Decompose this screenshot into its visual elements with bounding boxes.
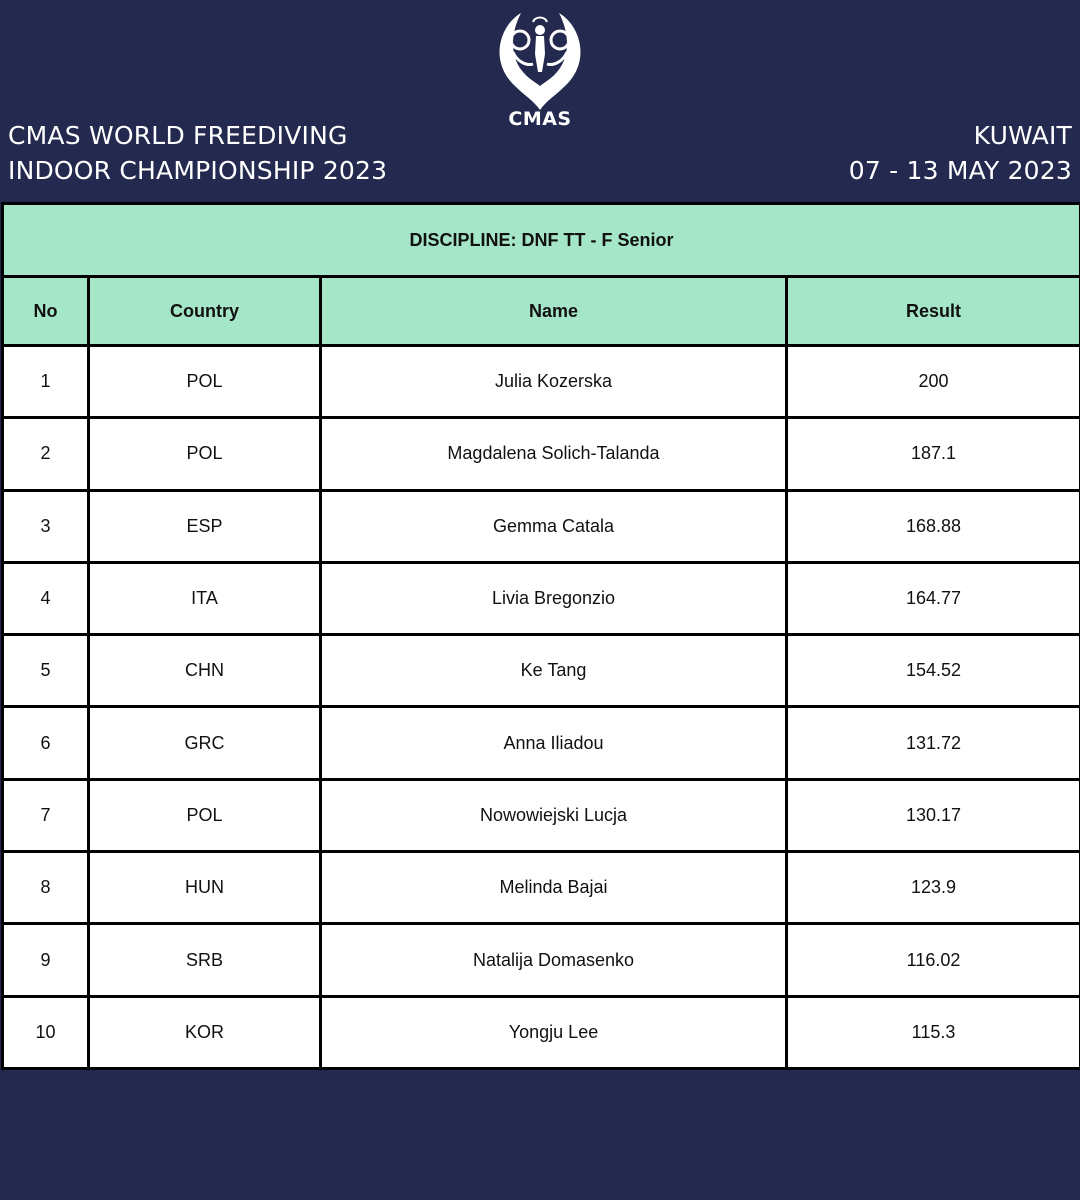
column-header-name: Name (321, 277, 787, 346)
cell-no: 3 (3, 490, 89, 562)
cell-result: 116.02 (787, 924, 1080, 996)
cell-name: Yongju Lee (321, 996, 787, 1068)
cell-name: Natalija Domasenko (321, 924, 787, 996)
column-header-no: No (3, 277, 89, 346)
cmas-logo-text: CMAS (508, 108, 572, 130)
cell-country: KOR (89, 996, 321, 1068)
column-header-row (3, 277, 1080, 346)
cell-name: Melinda Bajai (321, 852, 787, 924)
table-row (3, 996, 1080, 1068)
cell-no: 5 (3, 635, 89, 707)
table-row (3, 924, 1080, 996)
event-dates: 07 - 13 MAY 2023 (848, 156, 1072, 185)
event-title-line1: CMAS WORLD FREEDIVING (8, 121, 348, 150)
cell-no: 7 (3, 779, 89, 851)
table-row (3, 635, 1080, 707)
table-row (3, 490, 1080, 562)
cell-result: 115.3 (787, 996, 1080, 1068)
cell-result: 154.52 (787, 635, 1080, 707)
cell-country: CHN (89, 635, 321, 707)
cell-result: 164.77 (787, 562, 1080, 634)
cell-name: Nowowiejski Lucja (321, 779, 787, 851)
table-row (3, 418, 1080, 490)
cell-name: Anna Iliadou (321, 707, 787, 779)
cell-country: ITA (89, 562, 321, 634)
cell-country: POL (89, 779, 321, 851)
cell-result: 168.88 (787, 490, 1080, 562)
cell-no: 1 (3, 346, 89, 418)
results-table (1, 202, 1080, 1070)
cell-name: Gemma Catala (321, 490, 787, 562)
discipline-title: DISCIPLINE: DNF TT - F Senior (3, 204, 1080, 277)
cell-no: 6 (3, 707, 89, 779)
table-row (3, 707, 1080, 779)
event-location: KUWAIT (973, 121, 1072, 150)
event-title (8, 118, 387, 188)
column-header-result: Result (787, 277, 1080, 346)
cmas-logo (493, 10, 587, 134)
table-row (3, 346, 1080, 418)
cell-no: 2 (3, 418, 89, 490)
cmas-emblem-icon (493, 10, 587, 110)
cell-result: 131.72 (787, 707, 1080, 779)
discipline-row (3, 204, 1080, 277)
cell-country: POL (89, 346, 321, 418)
cell-country: POL (89, 418, 321, 490)
table-row (3, 562, 1080, 634)
cell-result: 187.1 (787, 418, 1080, 490)
cell-no: 10 (3, 996, 89, 1068)
cell-name: Livia Bregonzio (321, 562, 787, 634)
cell-result: 130.17 (787, 779, 1080, 851)
table-row (3, 852, 1080, 924)
cell-name: Magdalena Solich-Talanda (321, 418, 787, 490)
cell-result: 200 (787, 346, 1080, 418)
cell-no: 9 (3, 924, 89, 996)
cell-country: ESP (89, 490, 321, 562)
cell-country: SRB (89, 924, 321, 996)
cell-country: HUN (89, 852, 321, 924)
cell-name: Julia Kozerska (321, 346, 787, 418)
cell-no: 4 (3, 562, 89, 634)
event-title-line2: INDOOR CHAMPIONSHIP 2023 (8, 156, 388, 185)
cell-country: GRC (89, 707, 321, 779)
event-location-dates (849, 118, 1072, 188)
cell-no: 8 (3, 852, 89, 924)
cell-name: Ke Tang (321, 635, 787, 707)
table-row (3, 779, 1080, 851)
cell-result: 123.9 (787, 852, 1080, 924)
column-header-country: Country (89, 277, 321, 346)
